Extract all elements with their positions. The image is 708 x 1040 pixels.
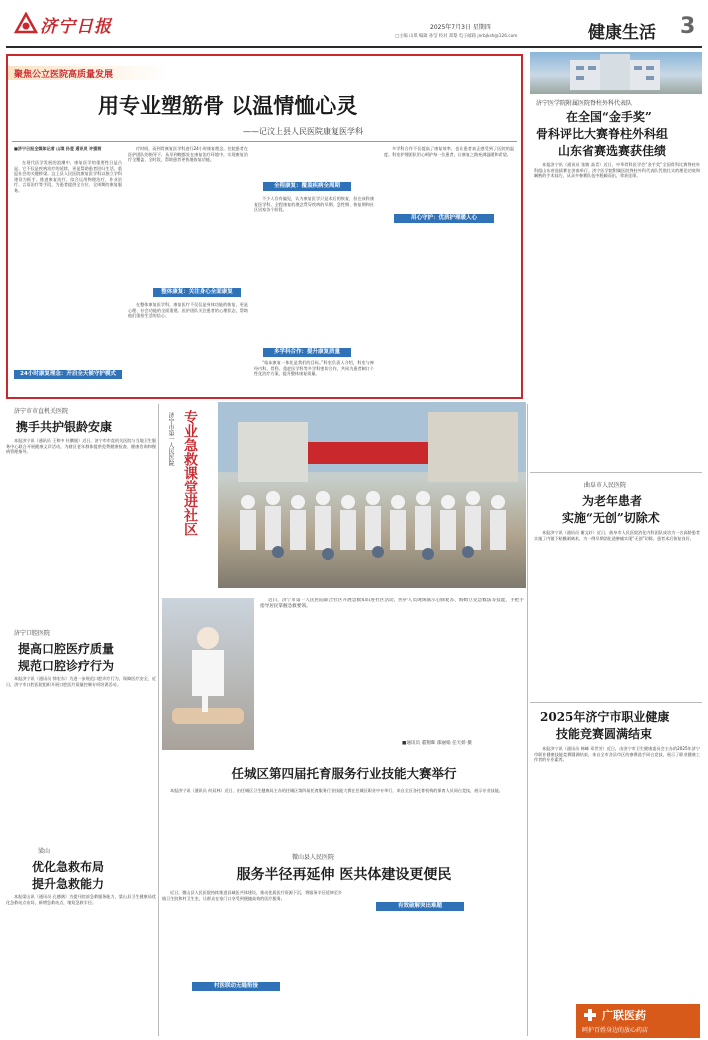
lead-intro	[14, 160, 122, 368]
community-title-box	[162, 402, 214, 552]
lead-col3-text: 不少人存有偏见，认为康复医学只是术后的恢复，但在该科康复医学科，全程康复的理念贯穿疾病的早期、急性期、恢复期和社区居家各个阶段。	[254, 196, 374, 213]
building-icon	[530, 52, 702, 94]
divider-right	[527, 404, 528, 1036]
left-news-3-body-text: 本报梁山讯（通讯员 孔德满）为提升院前急救服务能力，梁山县卫生健康局优化急救站点布局，新增急救站点，缩短急救半径。	[6, 894, 156, 905]
childcare-headline: 任城区第四届托育服务行业技能大赛举行	[231, 766, 457, 781]
left-news-2-headline-1: 提高口腔医疗质量	[18, 642, 115, 656]
lead-col2b	[128, 302, 248, 394]
page-number: 3	[680, 14, 696, 39]
left-news-2-body-text: 本报济宁讯（通讯员 徐宏东）为进一步规范口腔诊疗行为，保障医疗安全，近日，济宁市口腔医院组织开展口腔医疗质量控制专项培训活动。	[6, 676, 156, 687]
weishan-kicker: 微山县人民医院	[292, 854, 335, 861]
divider-right-top	[530, 472, 702, 473]
weishan-body-text: 近日，微山县人民医院持续推进县域医共体建设，推动优质医疗资源下沉，将服务半径延伸至乡镇卫生院和村卫生室，让群众在家门口享受到便捷高效的医疗服务。	[162, 890, 342, 901]
lead-section-4: 多学科合作：提升康复质量	[263, 348, 351, 357]
community-story	[162, 402, 526, 754]
lead-col3	[254, 196, 374, 346]
childcare-body-text: 本报济宁讯（通讯员 何双林）近日，由任城区卫生健康局主办的任城区第四届托育服务行业技能大赛在任城区职业中专举行，来自全区各托育机构的保育人员同台竞技，展示专业技能。	[170, 788, 503, 793]
left-news-1-kicker: 济宁市市直机关医院	[14, 408, 69, 415]
lead-section-2: 整体康复：关注身心全面康复	[153, 288, 241, 297]
hospital-photo	[530, 52, 702, 94]
lead-intro-text: 在现代医学发展的浪潮中，康复医学的重要性日益凸显。它不仅是疾病治疗的延续，更是帮助患者回归生活、重返社会的关键桥梁。汶上县人民医院康复医学科以独立学科建设为抓手，推进康复治疗，综合运用物理治疗、作业治疗、言语治疗等手段，为患者提供全方位、全周期的康复服务。	[14, 160, 122, 193]
right-top-story	[530, 52, 702, 342]
divider-right-mid	[530, 702, 702, 703]
skills-story	[530, 708, 702, 998]
community-title: 专业急救课堂进社区	[182, 410, 198, 536]
left-news-2-headline-2: 规范口腔诊疗行为	[18, 659, 115, 673]
ad-text-1: 广联医药	[602, 1009, 646, 1022]
skills-headline-1: 2025年济宁市职业健康	[540, 710, 670, 724]
qufu-story	[530, 480, 702, 698]
qufu-headline-1: 为老年患者	[582, 494, 643, 508]
right-top-headline-2: 骨科评比大赛脊柱外科组	[536, 127, 669, 141]
childcare-story	[162, 764, 526, 850]
right-top-body	[534, 162, 700, 342]
lead-section-5: 用心守护：优质护理暖人心	[394, 214, 494, 223]
qufu-body	[534, 530, 700, 696]
community-group-photo	[218, 402, 526, 588]
left-news-2	[6, 628, 156, 828]
weishan-headline: 服务半径再延伸 医共体建设更便民	[236, 867, 452, 883]
weishan-body	[162, 890, 342, 1034]
lead-headline: 用专业塑筋骨 以温情恤心灵	[98, 93, 358, 118]
lead-section-3: 全程康复：覆盖疾病全周期	[263, 182, 351, 191]
left-news-3-headline-2: 提升急救能力	[32, 877, 105, 891]
community-cpr-photo	[162, 598, 254, 750]
masthead-date: 2025年7月3日 星期四	[430, 24, 491, 31]
right-top-kicker: 济宁医学院附属医院脊柱外科代表队	[536, 100, 633, 107]
lead-subhead: ——记汶上县人民医院康复医学科	[243, 127, 363, 136]
lead-col2	[128, 146, 248, 296]
lead-rule	[12, 141, 517, 142]
left-news-3-body	[6, 894, 156, 1034]
childcare-body	[162, 788, 526, 848]
qufu-headline-2: 实施“无创”切除术	[562, 511, 660, 525]
lead-section-1: 24小时康复理念：开启全天候守护模式	[14, 370, 122, 379]
masthead	[0, 0, 708, 46]
group-people-icon	[218, 402, 526, 588]
masthead-rule	[6, 46, 702, 48]
lead-banner	[8, 66, 168, 80]
skills-body	[534, 746, 700, 996]
lead-col3b-text: “临床康复一体化是我们的目标。”科室负责人介绍，科室与神经内科、骨科、重症医学科等多学科密切合作，共同为患者制订个性化治疗方案，提升整体康复质量。	[254, 360, 374, 377]
left-news-1-body-text: 本报济宁讯（通讯员 王和中 杜鹏媛）近日，济宁市市直机关医院与当地卫生服务中心联合开展健康义诊活动，为辖区老年群体提供免费健康检查、健康咨询和慢病管理指导。	[6, 438, 156, 455]
lead-banner-text: 聚焦公立医院高质量发展	[14, 70, 114, 80]
lead-col2-text: 疗时间，而到骨康复医学科进行24小时康复理念。住院患者在医护团队的指导下，从早到晚都处在康复治疗环境中，实现康复治疗全覆盖、全时段，帮助患者更快地恢复功能。	[128, 146, 248, 163]
community-caption	[260, 598, 524, 728]
lead-col2b-text: 在整体康复医学科，康复医疗不仅仅是身体功能的恢复，更是心理、社会功能的全面重建。医护团队关注患者的心理状态，帮助他们重拾生活的信心。	[128, 302, 248, 319]
right-top-body-text: 本报济宁讯（通讯员 张敏 高青）近日，中华骨科医学会“金手奖”全国骨科比赛脊柱外科组山东省选拔赛在济南举行。济宁医学院附属医院脊柱外科代表队凭借扎实的理论功底和娴熟的手术技巧，从众多参赛队伍中脱颖而出，荣获佳绩。	[534, 162, 700, 179]
left-news-3	[6, 846, 156, 1036]
pharmacy-cross-icon	[584, 1009, 596, 1021]
ad-text-2: 呵护百姓身边的放心药店	[582, 1027, 649, 1034]
left-news-2-body	[6, 676, 156, 826]
lead-story	[6, 54, 523, 399]
divider-left	[158, 404, 159, 1036]
section-title: 健康生活	[588, 23, 656, 43]
skills-headline-2: 技能竞赛圆满结束	[556, 727, 653, 741]
community-credit: ■通讯员 董翔晖 邵丽娟 任天娇 摄	[402, 741, 472, 746]
masthead-logo: 济宁日报	[40, 17, 112, 37]
lead-col4-text: 多学科合作不仅提高了康复效率，也让患者真正感受到了医院的温度。科室护理团队用心呵护每一位患者，让康复之路充满温暖和希望。	[384, 146, 514, 157]
left-news-1	[6, 406, 156, 626]
skills-body-text: 本报济宁讯（通讯员 韩峰 邓世芳）近日，由济宁市卫生健康委员会主办的2025年济宁市职业健康技能竞赛圆满结束，来自全市各县市区的参赛选手同台竞技，展示了职业健康工作者的专业素养。	[534, 746, 700, 763]
logo-icon	[14, 12, 38, 34]
community-unit: 济宁市第一人民医院	[167, 412, 174, 466]
cpr-icon	[162, 598, 254, 750]
masthead-editors: □主编 山琪 编辑 孙莹 校对 郑黎 电子邮箱 jnrbjksh@126.com	[395, 34, 518, 39]
lead-byline: ■济宁日报全媒体记者 山琪 孙莹 通讯员 许强茜	[14, 146, 102, 151]
weishan-story	[162, 852, 526, 1036]
weishan-section-2: 村医联动无缝衔接	[192, 982, 280, 991]
right-top-headline-1: 在全国“金手奖”	[566, 110, 652, 124]
right-top-headline-3: 山东省赛选赛获佳绩	[558, 144, 667, 158]
weishan-section-1: 有效破解突出难题	[376, 902, 464, 911]
ad-banner	[576, 1004, 700, 1038]
community-caption-text: 近日，济宁市第一人民医院联合社区开展急救知识进社区活动，医护人员现场演示心肺复苏、海姆立克急救法等技能，手把手指导居民掌握急救要领。	[260, 598, 524, 610]
left-news-1-headline: 携手共护银龄安康	[16, 420, 113, 434]
qufu-body-text: 本报济宁讯（通讯员 谢文轩）近日，曲阜市人民医院消化内科团队成功为一名高龄患者实施了内镜下粘膜剥离术，为一例早期消化道肿瘤实现“无创”切除，患者术后恢复良好。	[534, 530, 700, 541]
qufu-kicker: 曲阜市人民医院	[584, 482, 627, 489]
left-news-1-body	[6, 438, 156, 624]
left-news-3-kicker: 梁山	[38, 848, 51, 855]
left-news-3-headline-1: 优化急救布局	[32, 860, 105, 874]
lead-col4	[384, 146, 514, 396]
lead-col3b	[254, 360, 374, 396]
left-news-2-kicker: 济宁口腔医院	[14, 630, 51, 637]
